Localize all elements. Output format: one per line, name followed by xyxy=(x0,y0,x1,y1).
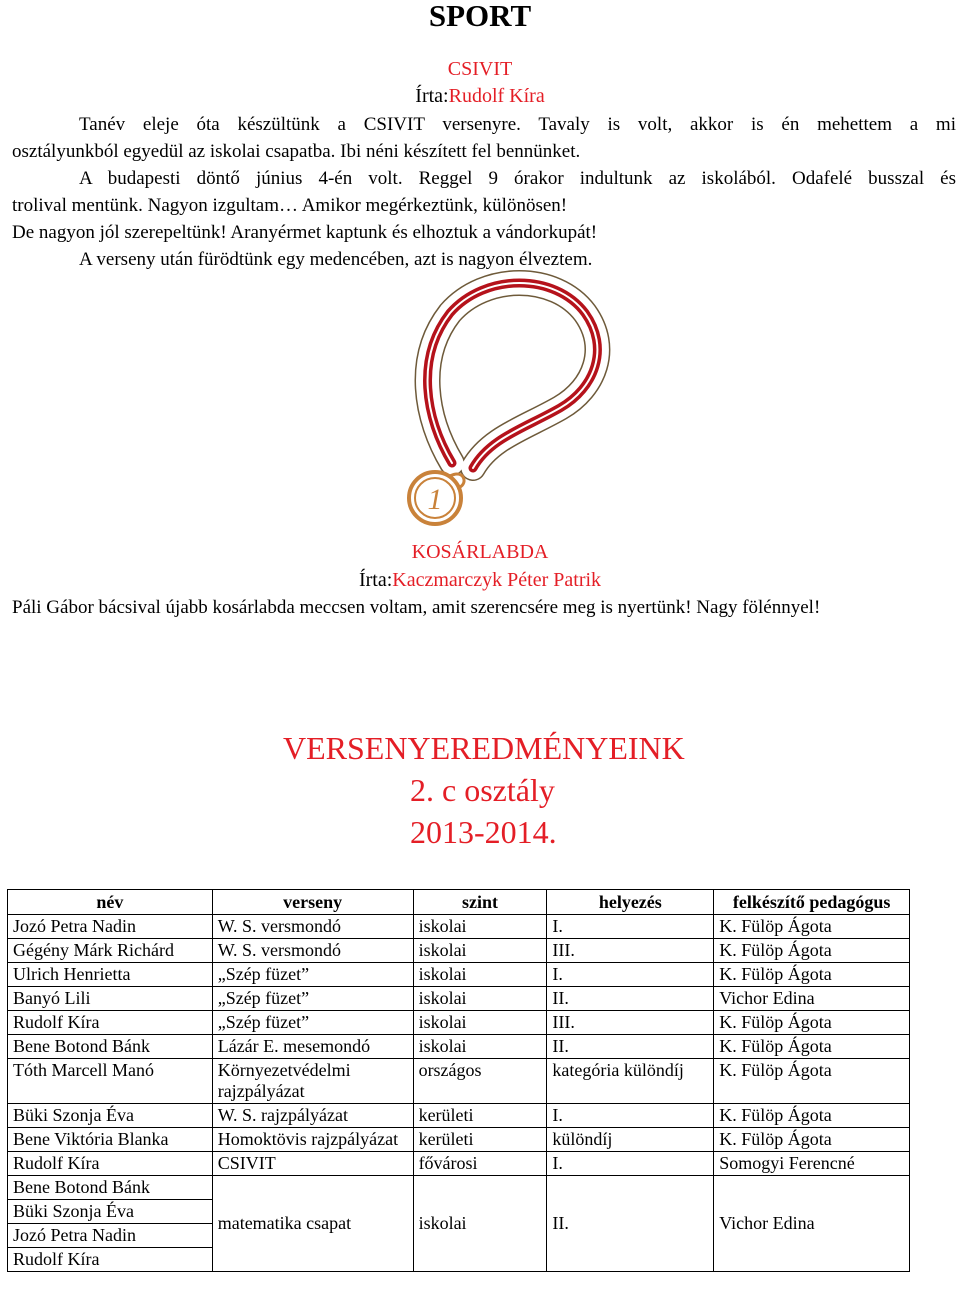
kosarlabda-title: KOSÁRLABDA xyxy=(411,541,549,563)
cell-name: Gégény Márk Richárd xyxy=(8,939,213,963)
csivit-line-4: trolival mentünk. Nagyon izgultam… Amikor megérkeztünk, különösen! xyxy=(12,195,568,216)
kosarlabda-byline xyxy=(0,569,960,592)
cell-name: Bene Botond Bánk xyxy=(8,1035,213,1059)
cell-teacher: K. Fülöp Ágota xyxy=(714,1104,910,1128)
cell-level: iskolai xyxy=(413,987,547,1011)
cell-level: iskolai xyxy=(413,963,547,987)
cell-teacher: K. Fülöp Ágota xyxy=(714,1059,910,1104)
cell-level: kerületi xyxy=(413,1104,547,1128)
cell-competition: „Szép füzet” xyxy=(212,963,413,987)
csivit-title: CSIVIT xyxy=(447,58,513,80)
cell-place: I. xyxy=(547,915,714,939)
header-name: név xyxy=(8,890,213,915)
cell-name: Jozó Petra Nadin xyxy=(8,1224,213,1248)
cell-name: Rudolf Kíra xyxy=(8,1248,213,1272)
header-teacher: felkészítő pedagógus xyxy=(714,890,910,915)
cell-place: kategória különdíj xyxy=(547,1059,714,1104)
header-competition: verseny xyxy=(212,890,413,915)
medal-ribbon xyxy=(428,283,598,468)
medal-disc xyxy=(409,472,464,524)
cell-level: iskolai xyxy=(413,1035,547,1059)
byline-prefix: Írta: xyxy=(358,569,393,591)
results-title: VERSENYEREDMÉNYEINK xyxy=(283,730,685,766)
cell-level: iskolai xyxy=(413,1176,547,1272)
csivit-line-2: osztályunkból egyedül az iskolai csapatba. Ibi néni készített fel bennünket. xyxy=(12,141,581,162)
table-row xyxy=(8,1128,910,1152)
cell-teacher: K. Fülöp Ágota xyxy=(714,1011,910,1035)
cell-competition: Lázár E. mesemondó xyxy=(212,1035,413,1059)
table-row xyxy=(8,1059,910,1104)
cell-level: iskolai xyxy=(413,939,547,963)
table-row xyxy=(8,987,910,1011)
results-class: 2. c osztály xyxy=(410,772,555,808)
kosarlabda-author: Kaczmarczyk Péter Patrik xyxy=(392,569,602,591)
header-place: helyezés xyxy=(547,890,714,915)
table-header-row xyxy=(8,890,910,915)
cell-name: Büki Szonja Éva xyxy=(8,1200,213,1224)
cell-competition: CSIVIT xyxy=(212,1152,413,1176)
cell-name: Ulrich Henrietta xyxy=(8,963,213,987)
cell-competition: Környezetvédelmi rajzpályázat xyxy=(212,1059,413,1104)
cell-teacher: Vichor Edina xyxy=(714,987,910,1011)
table-row xyxy=(8,1035,910,1059)
cell-place: II. xyxy=(547,1035,714,1059)
cell-name: Bene Botond Bánk xyxy=(8,1176,213,1200)
cell-place: I. xyxy=(547,963,714,987)
cell-competition: W. S. rajzpályázat xyxy=(212,1104,413,1128)
cell-teacher: Somogyi Ferencné xyxy=(714,1152,910,1176)
table-row xyxy=(8,1011,910,1035)
cell-competition: „Szép füzet” xyxy=(212,1011,413,1035)
csivit-byline xyxy=(0,85,960,108)
cell-place: I. xyxy=(547,1104,714,1128)
cell-place: III. xyxy=(547,1011,714,1035)
table-row xyxy=(8,963,910,987)
table-row-team xyxy=(8,1176,910,1200)
medal-number: 1 xyxy=(427,483,443,516)
header-level: szint xyxy=(413,890,547,915)
cell-competition: Homoktövis rajzpályázat xyxy=(212,1128,413,1152)
cell-level: iskolai xyxy=(413,915,547,939)
cell-name: Banyó Lili xyxy=(8,987,213,1011)
csivit-line-5: De nagyon jól szerepeltünk! Aranyérmet kaptunk és elhoztuk a vándorkupát! xyxy=(12,222,598,243)
cell-competition: W. S. versmondó xyxy=(212,939,413,963)
cell-level: országos xyxy=(413,1059,547,1104)
cell-name: Rudolf Kíra xyxy=(8,1011,213,1035)
table-row xyxy=(8,915,910,939)
csivit-line-3: A budapesti döntő június 4-én volt. Reggel 9 órakor indultunk az iskolából. Odafelé busszal és xyxy=(79,168,956,189)
cell-teacher: Vichor Edina xyxy=(714,1176,910,1272)
cell-teacher: K. Fülöp Ágota xyxy=(714,1128,910,1152)
csivit-line-1: Tanév eleje óta készültünk a CSIVIT versenyre. Tavaly is volt, akkor is én mehettem a mi xyxy=(79,114,956,135)
cell-place: II. xyxy=(547,987,714,1011)
table-row xyxy=(8,1104,910,1128)
cell-place: különdíj xyxy=(547,1128,714,1152)
cell-level: fővárosi xyxy=(413,1152,547,1176)
cell-name: Jozó Petra Nadin xyxy=(8,915,213,939)
results-table xyxy=(7,889,910,1272)
cell-name: Bene Viktória Blanka xyxy=(8,1128,213,1152)
byline-prefix: Írta: xyxy=(415,85,449,107)
cell-teacher: K. Fülöp Ágota xyxy=(714,963,910,987)
cell-level: iskolai xyxy=(413,1011,547,1035)
cell-competition: W. S. versmondó xyxy=(212,915,413,939)
cell-name: Rudolf Kíra xyxy=(8,1152,213,1176)
cell-name: Büki Szonja Éva xyxy=(8,1104,213,1128)
cell-name: Tóth Marcell Manó xyxy=(8,1059,213,1104)
page-title: SPORT xyxy=(428,0,532,33)
cell-place: II. xyxy=(547,1176,714,1272)
cell-teacher: K. Fülöp Ágota xyxy=(714,1035,910,1059)
csivit-line-6: A verseny után fürödtünk egy medencében, azt is nagyon élveztem. xyxy=(79,249,593,270)
table-row xyxy=(8,1152,910,1176)
cell-teacher: K. Fülöp Ágota xyxy=(714,915,910,939)
cell-competition: „Szép füzet” xyxy=(212,987,413,1011)
cell-place: I. xyxy=(547,1152,714,1176)
kosarlabda-text: Páli Gábor bácsival újabb kosárlabda meccsen voltam, amit szerencsére meg is nyertünk! Nagy fölénnyel! xyxy=(12,597,821,618)
cell-level: kerületi xyxy=(413,1128,547,1152)
cell-place: III. xyxy=(547,939,714,963)
medal-illustration xyxy=(395,268,625,538)
cell-teacher: K. Fülöp Ágota xyxy=(714,939,910,963)
results-year: 2013-2014. xyxy=(410,814,557,850)
table-row xyxy=(8,939,910,963)
csivit-author: Rudolf Kíra xyxy=(448,85,545,107)
cell-competition: matematika csapat xyxy=(212,1176,413,1272)
